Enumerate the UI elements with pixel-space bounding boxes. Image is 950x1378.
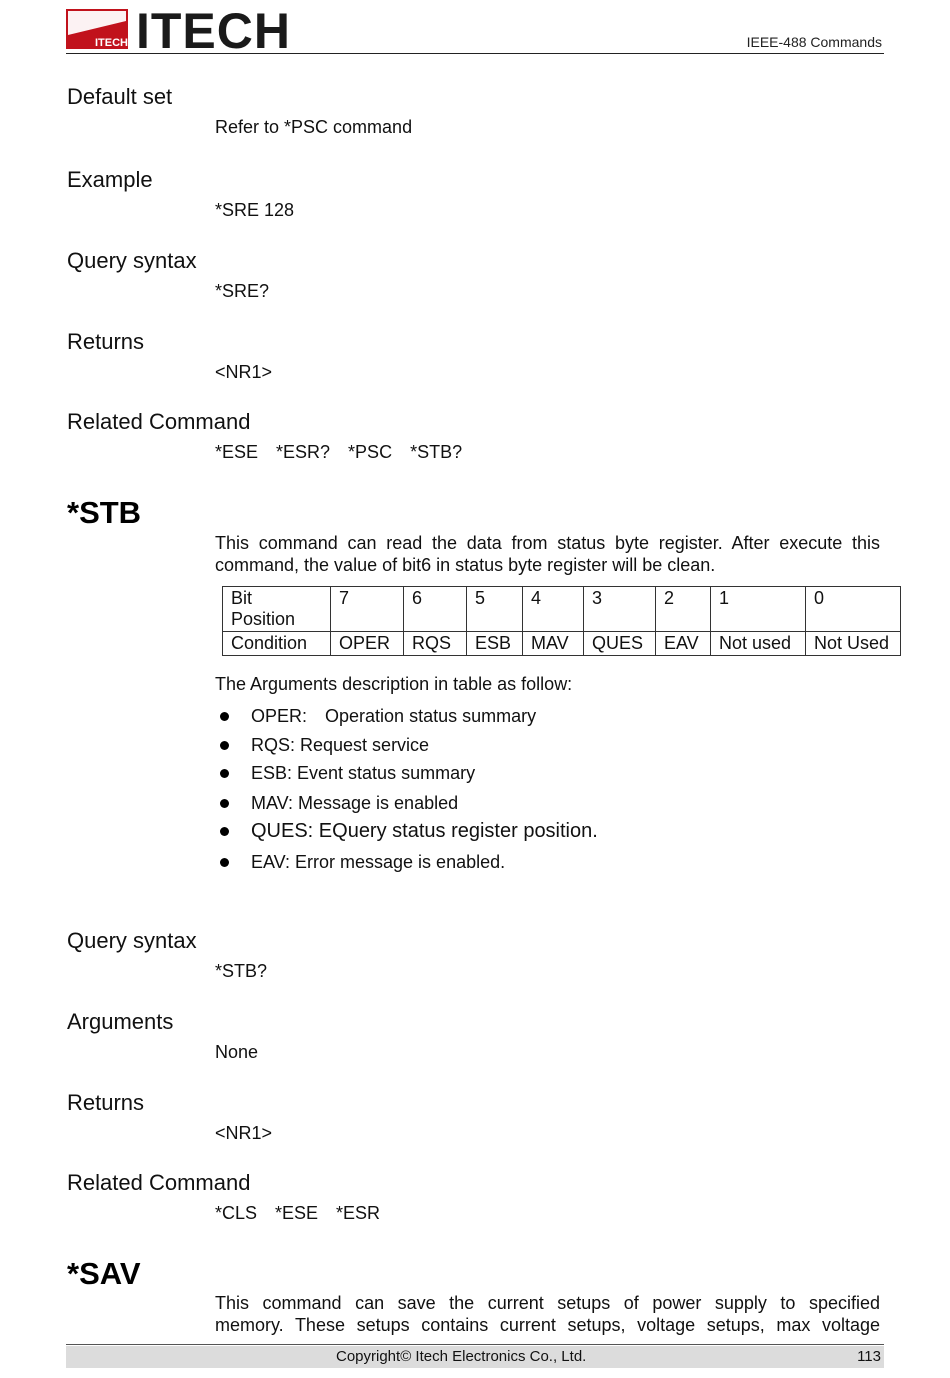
example-text: *SRE 128 <box>215 200 295 220</box>
list-item-text: QUES: EQuery status register position. <box>251 820 598 842</box>
table-cell-bit: 0 <box>806 587 901 632</box>
list-item-text: RQS: Request service <box>251 735 430 755</box>
bullet-icon <box>220 741 229 750</box>
logo-wordmark: ITECH <box>136 3 291 59</box>
bit-label: Bit <box>231 588 253 608</box>
table-cell-condition: EAV <box>656 632 711 656</box>
footer-divider <box>66 1344 884 1345</box>
table-cell-bit: 3 <box>584 587 656 632</box>
table-header-condition: Condition <box>223 632 331 656</box>
logo-flag-icon <box>66 9 128 49</box>
bullet-icon <box>220 769 229 778</box>
itech-logo <box>66 3 294 59</box>
table-cell-bit: 7 <box>331 587 404 632</box>
sre-query-syntax-heading: Query syntax <box>67 248 197 273</box>
table-cell-bit: 2 <box>656 587 711 632</box>
table-cell-condition: OPER <box>331 632 404 656</box>
position-label: Position <box>231 609 296 629</box>
list-item-text: EAV: Error message is enabled. <box>251 852 506 872</box>
sre-query-syntax-text: *SRE? <box>215 281 270 301</box>
table-cell-condition: ESB <box>467 632 523 656</box>
list-item-text: ESB: Event status summary <box>251 763 476 783</box>
sre-returns-text: <NR1> <box>215 362 273 382</box>
stb-description-line2: command, the value of bit6 in status byte register will be clean. <box>215 555 716 575</box>
stb-returns-text: <NR1> <box>215 1123 273 1143</box>
sav-description <box>215 1292 880 1336</box>
table-cell-bit: 1 <box>711 587 806 632</box>
sav-description-line2: memory. These setups contains current setups, voltage setups, max voltage <box>215 1315 880 1335</box>
stb-description <box>215 532 880 576</box>
table-row-condition <box>223 632 901 656</box>
footer-copyright: Copyright© Itech Electronics Co., Ltd. <box>336 1348 587 1365</box>
stb-description-line1: This command can read the data from status byte register. After execute this <box>215 533 880 553</box>
default-set-text: Refer to *PSC command <box>215 117 413 137</box>
logo-small-text: ITECH <box>95 37 128 49</box>
stb-returns-heading: Returns <box>67 1090 145 1115</box>
table-cell-condition: MAV <box>523 632 584 656</box>
bullet-icon <box>220 712 229 721</box>
stb-arguments-text: None <box>215 1042 259 1062</box>
arguments-intro: The Arguments description in table as follow: <box>215 674 573 694</box>
table-header-bit-position <box>223 587 331 632</box>
example-heading: Example <box>67 167 153 192</box>
stb-command-title: *STB <box>67 495 142 530</box>
stb-arguments-heading: Arguments <box>67 1009 174 1034</box>
status-byte-table <box>222 586 901 656</box>
table-cell-bit: 6 <box>404 587 467 632</box>
stb-query-syntax-text: *STB? <box>215 961 268 981</box>
stb-related-command-heading: Related Command <box>67 1170 251 1195</box>
bullet-icon <box>220 827 229 836</box>
default-set-heading: Default set <box>67 84 173 109</box>
list-item-text: MAV: Message is enabled <box>251 793 459 813</box>
sre-returns-heading: Returns <box>67 329 145 354</box>
stb-related-command-text: *CLS *ESE *ESR <box>215 1203 381 1223</box>
table-row-bit-position <box>223 587 901 632</box>
table-cell-condition: QUES <box>584 632 656 656</box>
table-cell-condition: Not used <box>711 632 806 656</box>
list-item-text: OPER: Operation status summary <box>251 706 537 726</box>
sav-description-line1: This command can save the current setups of power supply to specified <box>215 1293 880 1313</box>
sre-related-command-heading: Related Command <box>67 409 251 434</box>
table-cell-condition: Not Used <box>806 632 901 656</box>
table-cell-bit: 4 <box>523 587 584 632</box>
header-section-title: IEEE-488 Commands <box>746 34 882 50</box>
sav-command-title: *SAV <box>67 1256 141 1291</box>
stb-query-syntax-heading: Query syntax <box>67 928 197 953</box>
table-cell-condition: RQS <box>404 632 467 656</box>
bullet-icon <box>220 799 229 808</box>
header-divider <box>66 53 884 54</box>
sre-related-command-text: *ESE *ESR? *PSC *STB? <box>215 442 463 462</box>
bullet-icon <box>220 858 229 867</box>
page-number: 113 <box>857 1348 881 1365</box>
table-cell-bit: 5 <box>467 587 523 632</box>
